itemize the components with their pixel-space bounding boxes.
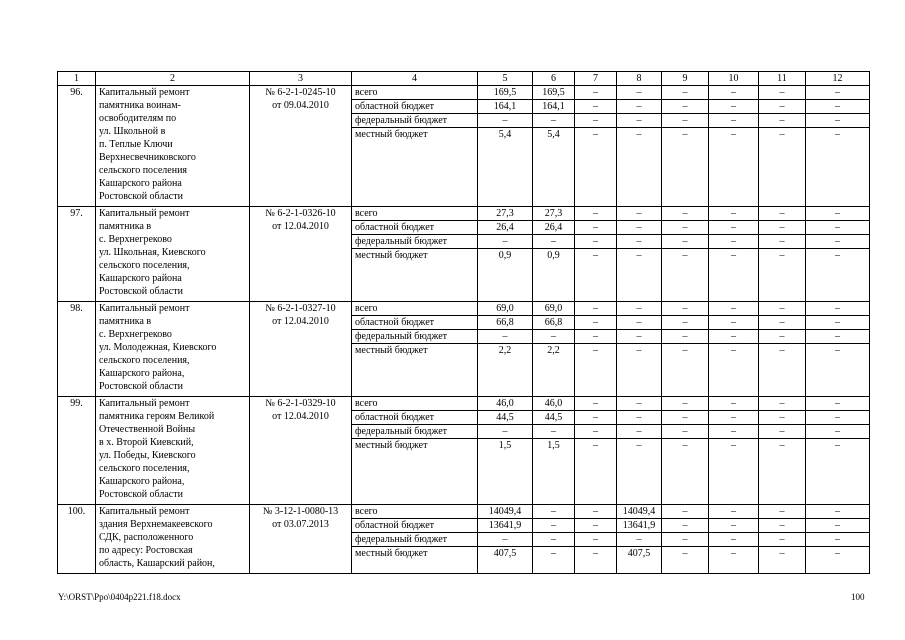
amount-cell: – [759, 100, 806, 114]
amount-cell: – [617, 249, 662, 302]
amount-cell: – [617, 330, 662, 344]
amount-cell: – [617, 344, 662, 397]
amount-cell: – [806, 330, 870, 344]
amount-cell: – [759, 235, 806, 249]
funding-source: всего [352, 86, 478, 100]
document-reference [250, 505, 352, 574]
object-name-line: памятника в [99, 221, 152, 232]
object-name-line: здания Верхнемакеевского [99, 519, 213, 530]
amount-cell: – [662, 302, 709, 316]
amount-cell: – [709, 249, 759, 302]
amount-cell: – [662, 505, 709, 519]
amount-cell: – [575, 330, 617, 344]
amount-cell: – [806, 316, 870, 330]
object-name-line: памятника героям Великой [99, 411, 215, 422]
amount-cell: – [806, 128, 870, 207]
funding-source: всего [352, 397, 478, 411]
amount-cell: – [709, 505, 759, 519]
amount-cell: – [575, 302, 617, 316]
amount-cell: – [759, 302, 806, 316]
amount-cell: 1,5 [478, 439, 533, 505]
amount-cell: 2,2 [533, 344, 575, 397]
object-name-line: Ростовской области [99, 381, 183, 392]
amount-cell: – [759, 221, 806, 235]
amount-cell: – [709, 411, 759, 425]
document-reference-line: от 03.07.2013 [272, 519, 329, 530]
column-header: 12 [806, 72, 870, 86]
amount-cell: – [759, 411, 806, 425]
object-name-line: Капитальный ремонт [99, 87, 190, 98]
amount-cell: – [806, 344, 870, 397]
column-header: 8 [617, 72, 662, 86]
amount-cell: – [709, 221, 759, 235]
amount-cell: 13641,9 [478, 519, 533, 533]
amount-cell: 14049,4 [617, 505, 662, 519]
table-row [58, 505, 870, 519]
object-name-line: Капитальный ремонт [99, 303, 190, 314]
amount-cell: – [709, 100, 759, 114]
table-row [58, 86, 870, 100]
amount-cell: – [662, 316, 709, 330]
funding-source: областной бюджет [352, 519, 478, 533]
amount-cell: 66,8 [478, 316, 533, 330]
amount-cell: 46,0 [533, 397, 575, 411]
amount-cell: – [662, 397, 709, 411]
document-reference-line: от 12.04.2010 [272, 221, 329, 232]
object-name-line: по адресу: Ростовская [99, 545, 193, 556]
document-reference-line: № 3-12-1-0080-13 [262, 506, 339, 517]
amount-cell: – [709, 207, 759, 221]
column-header: 6 [533, 72, 575, 86]
amount-cell: – [806, 249, 870, 302]
amount-cell: – [806, 100, 870, 114]
amount-cell: – [709, 344, 759, 397]
amount-cell: – [533, 330, 575, 344]
object-name-line: Кашарского района, [99, 368, 185, 379]
row-number: 100. [58, 505, 96, 574]
object-name-line: памятника воинам- [99, 100, 181, 111]
object-name [96, 86, 250, 207]
amount-cell: – [575, 547, 617, 574]
funding-source: федеральный бюджет [352, 425, 478, 439]
funding-source: местный бюджет [352, 128, 478, 207]
document-reference-line: № 6-2-1-0245-10 [265, 87, 336, 98]
object-name-line: область, Кашарский район, [99, 558, 215, 569]
amount-cell: 0,9 [533, 249, 575, 302]
amount-cell: – [759, 114, 806, 128]
amount-cell: – [759, 86, 806, 100]
amount-cell: – [533, 425, 575, 439]
amount-cell: – [662, 249, 709, 302]
object-name-line: памятника в [99, 316, 152, 327]
document-reference-line: от 12.04.2010 [272, 316, 329, 327]
amount-cell: – [806, 235, 870, 249]
amount-cell: 5,4 [478, 128, 533, 207]
amount-cell: – [759, 505, 806, 519]
column-header: 3 [250, 72, 352, 86]
amount-cell: – [806, 533, 870, 547]
amount-cell: – [759, 249, 806, 302]
table-row [58, 302, 870, 316]
object-name-line: Капитальный ремонт [99, 208, 190, 219]
amount-cell: – [759, 519, 806, 533]
document-reference-line: № 6-2-1-0327-10 [265, 303, 336, 314]
amount-cell: – [759, 425, 806, 439]
amount-cell: 169,5 [533, 86, 575, 100]
funding-source: областной бюджет [352, 100, 478, 114]
table-row [58, 207, 870, 221]
amount-cell: – [806, 425, 870, 439]
amount-cell: 1,5 [533, 439, 575, 505]
object-name [96, 207, 250, 302]
amount-cell: – [806, 302, 870, 316]
amount-cell: – [806, 547, 870, 574]
object-name [96, 397, 250, 505]
amount-cell: – [533, 114, 575, 128]
amount-cell: – [617, 100, 662, 114]
document-reference-line: № 6-2-1-0326-10 [265, 208, 336, 219]
amount-cell: – [709, 235, 759, 249]
object-name-line: ул. Школьной в [99, 126, 166, 137]
amount-cell: 69,0 [533, 302, 575, 316]
amount-cell: – [759, 533, 806, 547]
amount-cell: – [709, 86, 759, 100]
object-name-line: Верхнесвечниковского [99, 152, 196, 163]
amount-cell: 0,9 [478, 249, 533, 302]
amount-cell: – [617, 128, 662, 207]
funding-source: федеральный бюджет [352, 235, 478, 249]
amount-cell: – [478, 425, 533, 439]
amount-cell: – [662, 128, 709, 207]
amount-cell: – [575, 100, 617, 114]
amount-cell: – [662, 86, 709, 100]
amount-cell: – [662, 235, 709, 249]
amount-cell: – [617, 207, 662, 221]
object-name-line: Отечественной Войны [99, 424, 196, 435]
amount-cell: – [478, 235, 533, 249]
amount-cell: – [662, 344, 709, 397]
amount-cell: – [759, 316, 806, 330]
table-body [58, 72, 870, 574]
amount-cell: – [806, 397, 870, 411]
footer-file-path: Y:\ORST\Ppo\0404p221.f18.docx [58, 592, 181, 602]
object-name-line: сельского поселения [99, 165, 188, 176]
amount-cell: – [575, 316, 617, 330]
document-reference-line: № 6-2-1-0329-10 [265, 398, 336, 409]
object-name-line: с. Верхнегреково [99, 329, 172, 340]
funding-source: всего [352, 207, 478, 221]
amount-cell: – [617, 221, 662, 235]
object-name-line: Кашарского района [99, 273, 182, 284]
amount-cell: – [806, 86, 870, 100]
amount-cell: – [709, 547, 759, 574]
amount-cell: – [575, 249, 617, 302]
funding-source: всего [352, 302, 478, 316]
object-name-line: п. Теплые Ключи [99, 139, 173, 150]
column-header: 10 [709, 72, 759, 86]
amount-cell: – [709, 316, 759, 330]
amount-cell: – [662, 207, 709, 221]
amount-cell: 66,8 [533, 316, 575, 330]
row-number: 98. [58, 302, 96, 397]
amount-cell: – [709, 425, 759, 439]
amount-cell: 169,5 [478, 86, 533, 100]
amount-cell: 2,2 [478, 344, 533, 397]
header-row [58, 72, 870, 86]
amount-cell: 407,5 [617, 547, 662, 574]
amount-cell: – [575, 397, 617, 411]
amount-cell: – [575, 439, 617, 505]
amount-cell: 44,5 [478, 411, 533, 425]
table-row [58, 397, 870, 411]
document-reference-line: от 09.04.2010 [272, 100, 329, 111]
amount-cell: – [709, 397, 759, 411]
amount-cell: – [617, 425, 662, 439]
amount-cell: – [617, 439, 662, 505]
amount-cell: 26,4 [478, 221, 533, 235]
amount-cell: – [617, 86, 662, 100]
amount-cell: 26,4 [533, 221, 575, 235]
amount-cell: – [575, 128, 617, 207]
amount-cell: – [759, 397, 806, 411]
object-name-line: сельского поселения, [99, 355, 190, 366]
document-reference [250, 207, 352, 302]
amount-cell: – [806, 411, 870, 425]
amount-cell: 14049,4 [478, 505, 533, 519]
amount-cell: – [806, 114, 870, 128]
object-name-line: ул. Молодежная, Киевского [99, 342, 217, 353]
funding-source: федеральный бюджет [352, 330, 478, 344]
amount-cell: – [709, 128, 759, 207]
amount-cell: – [478, 330, 533, 344]
column-header: 1 [58, 72, 96, 86]
object-name-line: ул. Школьная, Киевского [99, 247, 206, 258]
amount-cell: 44,5 [533, 411, 575, 425]
amount-cell: – [617, 235, 662, 249]
amount-cell: – [533, 547, 575, 574]
row-number: 96. [58, 86, 96, 207]
amount-cell: – [759, 344, 806, 397]
amount-cell: – [806, 505, 870, 519]
object-name-line: освободителям по [99, 113, 177, 124]
object-name-line: с. Верхнегреково [99, 234, 172, 245]
amount-cell: 46,0 [478, 397, 533, 411]
object-name [96, 302, 250, 397]
amount-cell: – [575, 86, 617, 100]
object-name-line: сельского поселения, [99, 260, 190, 271]
funding-source: местный бюджет [352, 439, 478, 505]
amount-cell: – [662, 519, 709, 533]
amount-cell: – [617, 411, 662, 425]
amount-cell: – [709, 519, 759, 533]
amount-cell: – [575, 221, 617, 235]
amount-cell: – [575, 411, 617, 425]
amount-cell: – [575, 114, 617, 128]
amount-cell: – [575, 425, 617, 439]
page-number: 100 [851, 592, 865, 602]
object-name-line: Ростовской области [99, 286, 183, 297]
amount-cell: – [759, 128, 806, 207]
row-number: 99. [58, 397, 96, 505]
column-header: 11 [759, 72, 806, 86]
amount-cell: – [575, 207, 617, 221]
object-name-line: Кашарского района [99, 178, 182, 189]
document-reference [250, 302, 352, 397]
object-name-line: Кашарского района, [99, 476, 185, 487]
amount-cell: 164,1 [478, 100, 533, 114]
amount-cell: – [575, 235, 617, 249]
object-name-line: Капитальный ремонт [99, 506, 190, 517]
funding-source: областной бюджет [352, 411, 478, 425]
amount-cell: – [617, 397, 662, 411]
amount-cell: 13641,9 [617, 519, 662, 533]
amount-cell: – [806, 221, 870, 235]
object-name-line: Ростовской области [99, 489, 183, 500]
funding-source: всего [352, 505, 478, 519]
amount-cell: – [575, 344, 617, 397]
amount-cell: – [575, 533, 617, 547]
object-name-line: ул. Победы, Киевского [99, 450, 196, 461]
document-reference [250, 397, 352, 505]
amount-cell: – [478, 114, 533, 128]
amount-cell: 27,3 [533, 207, 575, 221]
amount-cell: – [617, 316, 662, 330]
amount-cell: – [759, 330, 806, 344]
amount-cell: – [662, 100, 709, 114]
column-header: 9 [662, 72, 709, 86]
amount-cell: – [806, 207, 870, 221]
amount-cell: – [533, 505, 575, 519]
amount-cell: – [709, 302, 759, 316]
funding-source: местный бюджет [352, 344, 478, 397]
amount-cell: – [617, 114, 662, 128]
amount-cell: – [709, 330, 759, 344]
amount-cell: – [709, 114, 759, 128]
object-name-line: в х. Второй Киевский, [99, 437, 194, 448]
amount-cell: – [662, 533, 709, 547]
column-header: 2 [96, 72, 250, 86]
funding-source: федеральный бюджет [352, 114, 478, 128]
amount-cell: – [662, 330, 709, 344]
amount-cell: – [575, 505, 617, 519]
amount-cell: 5,4 [533, 128, 575, 207]
amount-cell: – [806, 519, 870, 533]
amount-cell: – [662, 411, 709, 425]
amount-cell: 69,0 [478, 302, 533, 316]
funding-source: местный бюджет [352, 249, 478, 302]
amount-cell: – [709, 439, 759, 505]
amount-cell: – [533, 519, 575, 533]
amount-cell: – [617, 302, 662, 316]
amount-cell: – [575, 519, 617, 533]
amount-cell: 164,1 [533, 100, 575, 114]
amount-cell: 27,3 [478, 207, 533, 221]
budget-table [57, 71, 870, 574]
amount-cell: – [533, 533, 575, 547]
column-header: 5 [478, 72, 533, 86]
object-name [96, 505, 250, 574]
amount-cell: – [478, 533, 533, 547]
funding-source: местный бюджет [352, 547, 478, 574]
amount-cell: – [662, 425, 709, 439]
amount-cell: – [617, 533, 662, 547]
amount-cell: – [662, 439, 709, 505]
amount-cell: – [533, 235, 575, 249]
object-name-line: СДК, расположенного [99, 532, 194, 543]
document-reference-line: от 12.04.2010 [272, 411, 329, 422]
funding-source: областной бюджет [352, 221, 478, 235]
column-header: 4 [352, 72, 478, 86]
object-name-line: Ростовской области [99, 191, 183, 202]
amount-cell: – [662, 114, 709, 128]
document-reference [250, 86, 352, 207]
amount-cell: – [759, 547, 806, 574]
object-name-line: сельского поселения, [99, 463, 190, 474]
amount-cell: – [806, 439, 870, 505]
row-number: 97. [58, 207, 96, 302]
amount-cell: – [759, 439, 806, 505]
amount-cell: – [662, 547, 709, 574]
funding-source: областной бюджет [352, 316, 478, 330]
object-name-line: Капитальный ремонт [99, 398, 190, 409]
amount-cell: 407,5 [478, 547, 533, 574]
funding-source: федеральный бюджет [352, 533, 478, 547]
amount-cell: – [759, 207, 806, 221]
amount-cell: – [709, 533, 759, 547]
column-header: 7 [575, 72, 617, 86]
amount-cell: – [662, 221, 709, 235]
